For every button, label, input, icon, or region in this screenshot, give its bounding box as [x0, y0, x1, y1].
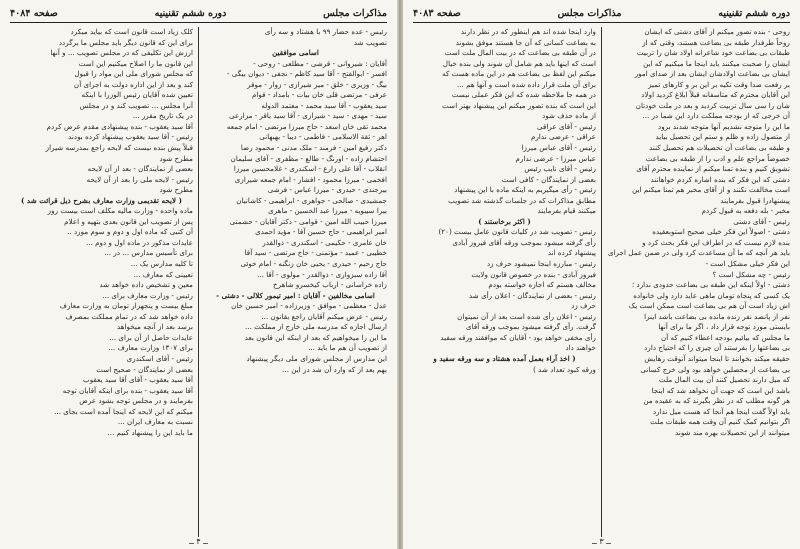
text-line: میرزا حبیب الله امین - قوامی - دکتر آقایان - حشمتی — [229, 216, 387, 226]
text-line: رئیس - آقای نایب رئیس — [524, 164, 597, 174]
text-line: باید هر آنچه که ما آن مساعدت کرد ولی در ضمن عمل اجرای — [607, 248, 790, 258]
text-line: عباس میرزا - عرضی ندارم — [515, 153, 597, 163]
text-line: بیرا سیبویه - میرزا عبد الحسین - ماهری — [268, 206, 387, 216]
text-line: رأی مخفی خواهد بود - آقایان که موافقند ورقه سفید — [440, 332, 597, 342]
text-line: اگر بتوانیم کمک کنیم آن وقت همه طبقات ملت — [650, 417, 790, 427]
text-line: دشتی - اولاً اینکه این طبقه بی بضاعت حدودی ندارد ؛ — [631, 280, 790, 290]
text-line: رئیس - اعلان رأی شده است بعد از آن نمیتوان — [457, 311, 597, 321]
text-line: برسد بعد از آنچه میخواهد — [116, 322, 194, 332]
journal-title: مذاکرات مجلس — [557, 7, 622, 19]
text-line: به بضاعت کسانی که آن جا هستند موفق بشوند — [455, 37, 597, 47]
text-line: حقیقه میکند بخوانند تا اینجا میتواند آنوقت رهایش — [644, 353, 790, 363]
text-line: این است که بنده تصور میکنم این پیشنهاد بهتر است — [442, 100, 597, 110]
text-line: آنرا مجلس ... تصویب کند و در مجلس — [79, 100, 194, 110]
text-line: رئیس - آقا سید یعقوب پیشنهاد کرده بودند — [68, 132, 194, 142]
text-line: نفر از پانصد نفر زنده مانده بی بضاعت باشد اینرا — [644, 311, 790, 321]
text-line: آقا سید یعقوب - آقای آقا سید یعقوب — [83, 375, 194, 385]
journal-title: مذاکرات مجلس — [323, 7, 387, 19]
page-footer: ــ ۴ ــ — [189, 537, 208, 546]
page-header — [413, 6, 790, 23]
text-line: بیگ - وزیری - خلق - میر شیرازی - زوار - موقر — [247, 79, 387, 89]
text-line: تعیین شده آقایان رئیس الوزرا با اینکه — [81, 90, 194, 100]
text-line: رئیس - مبارزه اینجا نمیشود حرف زد — [486, 259, 597, 269]
text-line: رئیس - آقای دشتی — [733, 216, 790, 226]
text-line: ایشان بی بضاعت اولادشان ایشان بعد از صدای امور — [634, 69, 790, 79]
text-line: از ماده حذف شود — [542, 111, 597, 121]
text-line: رئیس - تصویب شد در کلیات قانون عامل بیست (۲۰) — [438, 227, 597, 237]
text-line: عایدات حاصل از آن برای ... — [109, 332, 194, 342]
text-line: برای آن ملت قرار داده شده است و آنها هم ... — [456, 79, 597, 89]
text-line: است که اینها باید هم شامل آن شوند ولی بنده خیال — [442, 58, 597, 68]
page-footer: ــ ۳ ــ — [592, 537, 611, 546]
text-line: تا کلیه مدارس یک ... — [130, 259, 194, 269]
text-line: آن خرجی که از بودجه مملکت دارد این شما در ... — [642, 111, 790, 121]
text-line: سید یعقوب - آقا سید محمد - معتمد الدوله — [261, 100, 387, 110]
text-line: افخمی - میرزا محمود - افشار - امام جمعه شیرازی — [234, 174, 387, 184]
text-line: عدل - معظمی - موافق - وزیرزاده - امیر حسین خان — [231, 301, 387, 311]
text-line: وارد اینجا شده اند هم اینطور که در نظر دارند — [460, 27, 597, 36]
text-column-left — [10, 27, 193, 537]
text-line: باید اولاً گفت اینجا هم آنجا که هست میل ندارد — [652, 406, 790, 416]
text-line: دشتی که این فکر که بنده اشاره کردم خواهانند — [650, 174, 790, 184]
text-line: داده خواهد شد که در تمام مملکت بمصرف — [65, 311, 194, 321]
text-line: معین و تشخیص داده خواهد شد — [99, 280, 194, 290]
text-line: پیشنهادرا قبول بفرمایند — [720, 195, 790, 205]
text-line: تشویق کنیم و بنده تمنا میکنم از نماینده محترم آقای — [636, 164, 790, 174]
text-line: رأی گرفته میشود بموجب ورقه آقای فیروز آبادی — [452, 237, 597, 247]
text-line: است مخالفت نکنند و از آقای مخبر هم تمنا میکنم این — [632, 185, 790, 195]
text-line: ایشان را صحبت میکنند باید اینجا ما میکنیم که این — [643, 58, 790, 68]
text-line: رئیس - عرض میکنم آقایان راجع بقانون ... — [261, 311, 387, 321]
text-line: ما مجلس که بیائیم بودجه اعطاء کنیم که آن — [661, 332, 790, 342]
text-line: حرف زد — [571, 301, 597, 311]
column-divider — [198, 27, 199, 537]
text-line: مبلغ بیست و پنجهزار تومان به وزارت معارف — [59, 301, 194, 311]
text-line: مخالف هستم که اجازه خواسته بودم — [488, 280, 597, 290]
text-line: بنده لازم نیست که در اطراف این فکر بحث کرد و — [642, 237, 790, 247]
text-line: زاده خراسانی - ارباب کیخسرو شاهرخ — [272, 280, 387, 290]
text-line: در یک تاریخ مقرر ... — [132, 111, 194, 121]
text-line: ما این را میخواهیم که بعد از اینکه این قانون بعد — [244, 332, 387, 342]
text-line: اسامی موافقین — [272, 48, 319, 58]
text-line: برای این که قانون دیگر باید مجلس ما برگردد — [58, 37, 194, 47]
text-line: این آقایان محترم که متاسفانه قبلاً ابلاغ کردید اولاد — [641, 90, 790, 100]
text-line: قبلاً پیش بنده نیست که لایحه راجع بمدرسه شیراز — [45, 143, 194, 153]
text-column-left — [413, 27, 596, 537]
text-line: ما این را متوجه نشدیم آنها متوجه شدند برود — [658, 121, 790, 131]
text-line: رئیس - آقای عباس میرزا — [521, 143, 597, 153]
page-number: صفحه ۴۰۸۴ — [10, 7, 58, 19]
text-line: خطیبی - عمید - مؤتمنی - حاج مرتضی - سید آقا — [244, 248, 387, 258]
text-line: یک کسی که پنجاه تومان ماهی عاید دارد ولی خانواده — [633, 290, 790, 300]
page-number: صفحه ۴۰۸۳ — [413, 7, 461, 19]
text-line: آقایان : شیروانی - قرشی - مطلعی - روحی - — [253, 58, 387, 68]
text-line: خصوصاً مراجع علم و ادب را از طبقه بی بضاعت — [645, 153, 790, 163]
text-line: که میل دارند تحصیل کنند آن بیت المال ملت — [658, 375, 790, 385]
text-line: ارزش این تکلیفی که در مجلس تصویب ... و آنها — [50, 48, 194, 58]
right-page — [402, 0, 800, 549]
text-line: این قانون ما را اصلاح میکنیم این است — [78, 58, 194, 68]
text-line: و طبقه بی بضاعت آن تحصیلات هم تحصیل کنند — [649, 143, 790, 153]
text-line: میکنم این لفظ بی بضاعت هم در این ماده هست که — [442, 69, 597, 79]
text-line: پس از تصویب این قانون بعدی بتهیه و اعلام — [64, 216, 194, 226]
text-line: طبقات بی بضاعت خود شاعرانه اولاد شان را تربیت — [636, 48, 790, 58]
text-line: ( لایحه تقدیمی وزارت معارف بشرح ذیل قرائت شد ) — [21, 195, 183, 205]
text-line: ( اخذ آراء بعمل آمده هشتاد و سه ورقه سفید و — [433, 353, 576, 363]
text-column-right — [204, 27, 387, 537]
text-line: مخبر - بله دفعه به قبول کردم — [701, 206, 790, 216]
text-line: امیر ابراهیمی - حاج حسین آقا - مؤید احمدی — [255, 227, 387, 237]
text-line: روحی - بنده تصور میکنم از آقای دشتی که ایشان — [644, 27, 790, 36]
text-line: آقا سید یعقوب - بنده پیشنهادی مقدم عرض کردم — [46, 121, 194, 131]
text-line: عراقی - عرضی ندارم — [531, 132, 597, 142]
text-line: از تصویب آن هم ما باید ... — [308, 343, 387, 353]
text-line: ماده واحده - وزارت مالیه مکلف است بیست روز — [47, 206, 194, 216]
text-line: میکنند قیام بفرمایند — [537, 206, 597, 216]
text-line: افسر - ابوالفتح - آقا سید کاظم - نجفی - دیوان بیگی - — [227, 69, 387, 79]
text-line: بی بضاعتها را بفرستند آن چیزی را که احتیاج دارد — [644, 343, 790, 353]
text-line: باشد این است که جهت آن نخواهد شد که اینجا — [651, 385, 790, 395]
text-line: تصویب شد — [353, 37, 387, 47]
text-line: سید - مهدی - سید - شیرازی - آقا سید باقر - مزارعی — [228, 111, 387, 121]
text-line: بی بضاعت از محصلین خواهد بود ولی خرج کسانی — [640, 364, 790, 374]
text-line: رئیس - بعضی از نمایندگان - اعلان رأی شد — [468, 290, 597, 300]
text-line: بفرمایند و در مجلس توجه بشود عرض — [79, 396, 194, 406]
journal-period: دوره ششم تقنینیه — [718, 7, 790, 19]
left-page — [0, 0, 398, 549]
text-line: عایدات مذکور در ماده اول و دوم ... — [85, 237, 194, 247]
page-header — [10, 6, 387, 23]
text-line: دشتی - اصولاً این فکر خیلی صحیح استوبعقیده — [652, 227, 790, 237]
text-line: برای ۱۳۰۷ وزارت معارف ... — [108, 343, 194, 353]
text-line: هر گونه مطلب که در نظر بگیرند که به عقیده من — [643, 396, 790, 406]
text-line: برای تأسیس مدارس ... در ... — [104, 248, 194, 258]
text-line: اسامی مخالفین - آقایان : امیر تیمور کلالی - دشتی - — [216, 290, 375, 300]
text-line: خان عامری - حکیمی - اسکندری - ذوالقدر — [262, 237, 387, 247]
journal-period: دوره ششم تقنینیه — [154, 7, 227, 19]
text-line: که مجلس شورای ملی این مواد را قبول — [74, 69, 194, 79]
text-line: ورقه کبود تعداد شد ) — [533, 364, 597, 374]
text-line: عرفی - مرتضی قلی خان بیات - بامداد - قوام — [251, 90, 387, 100]
text-line: این فکر خیلی مشکل است - — [705, 259, 790, 269]
text-line: خواهند داد — [565, 343, 597, 353]
text-line: جمشیدی - صالحی - جواهری - ابراهیمی - کاشانیان — [236, 195, 387, 205]
text-line: بهم بعد از که وارد آن شد در این ... — [282, 364, 387, 374]
text-line: رئیس - آقای اسکندری — [126, 353, 194, 363]
text-line: بایستی مورد توجه قرار داد ، اگر ما برای آنها — [658, 322, 790, 332]
text-line: رئیس - عده حضار ۹۹ با هشتاد و سه رأی — [264, 27, 387, 36]
text-line: ( اکثر برخاستند ) — [478, 216, 531, 226]
text-line: تعیینی که معارف ... — [133, 269, 194, 279]
text-line: بعضی از نمایندگان - کافی است — [501, 174, 597, 184]
text-line: از متصول زاده و ظلم و ستم این تحصیل بیاید — [655, 132, 790, 142]
text-line: احتشام زاده - اورنگ - طالع - مظفری - آقای سلیمان — [230, 153, 387, 163]
text-line: رئیس - وزارت معارف برای ... — [102, 290, 194, 300]
text-line: نسبت به معارف ایران ... — [117, 417, 194, 427]
text-column-right — [607, 27, 790, 537]
text-line: رئیس - چه مشکل است ؟ — [712, 269, 790, 279]
text-line: بیرجندی - حیدری - میرزا عباس - فرشی — [267, 185, 387, 195]
text-line: بر رفعت صدا وقت تکیه بر این بر و کارهای تمیز — [648, 79, 790, 89]
text-line: این مدارس از مجلس شورای ملی دیگر پیشنهاد — [246, 353, 387, 363]
text-line: در آن طبقه بی بضاعت که در بیت المال ملت است — [444, 48, 597, 58]
text-line: آن کتبی که ماده اول و دوم و سوم مورد .. — [67, 227, 194, 237]
text-line: شان را سی سال تربیت کردید و بعد در ملت خودتان — [635, 100, 790, 110]
text-line: در همه جا ملاحظه شده که این فکر عملی نیست — [451, 90, 597, 100]
text-line: کلک زیاد است قانون است که بیاید میکرد — [70, 27, 194, 36]
text-line: اهر - ثقة الاسلامی - فاطمی - دیبا - بهبهانی — [259, 132, 387, 142]
text-line: حاج رحیم - حیدری - یحیی خان زنگنه - امام خوئی — [240, 259, 387, 269]
text-line: رئیس - رأی میگیریم به اینکه ماده با این پیشنهاد — [454, 185, 597, 195]
text-line: میتوانند از این تحصیلات بهره مند شوند — [675, 427, 790, 437]
text-line: دکتر رفیع امین - فرمند - ملک مدنی - محمود رضا — [240, 143, 387, 153]
text-line: گرفت. رأی گرفته میشود بموجب ورقه آقای — [466, 322, 597, 332]
text-line: فیروز آبادی - بنده در خصوص قانون ولایت — [471, 269, 597, 279]
text-line: مطرح شود — [159, 153, 194, 163]
text-line: ما باید این را پیشنهاد کنیم ... — [107, 427, 194, 437]
text-line: آقا زاده سبزواری - ذوالقدر - مولوی - آقا ... — [257, 269, 387, 279]
text-line: میکنم که این لایحه که اینجا آمده است بجای ... — [54, 406, 194, 416]
text-line: پیشنهاد کرده اند — [547, 248, 597, 258]
text-line: ارسال اجازه که مدرسه ملی خارج از مملکت ... — [245, 322, 387, 332]
text-line: محمد تقی خان اسعد - حاج میرزا مرتضی - امام جمعه — [226, 121, 387, 131]
text-line: مطابق مذاکرات که در جلسات گذشته شد تصویب — [448, 195, 597, 205]
text-line: بعضی از نمایندگان - صحیح است — [96, 364, 194, 374]
text-line: آقا سید یعقوب - بنده برای اینکه آقایان توجه — [62, 385, 194, 395]
text-line: کند و بعد از این اداره دولت به اجرای آن — [73, 79, 194, 89]
text-line: رئیس - آقای عراقی — [537, 121, 597, 131]
text-line: مطرح شود — [159, 185, 194, 195]
text-line: رئیس - لایحه ملی را بعد از آن لایحه — [86, 174, 194, 184]
column-divider — [601, 27, 602, 537]
text-line: روحاً طرفدار طبقه بی بضاعت هستند، وقتی که از — [642, 37, 790, 47]
text-line: انقلاب - آقا علی زارع - اسکندری - غلامحسین میرزا — [233, 164, 387, 174]
text-line: اش زیاد است آن هم بی بضاعت است ممکن است یک — [628, 301, 790, 311]
text-line: بعضی از نمایندگان - بعد از آن لایحه — [87, 164, 194, 174]
